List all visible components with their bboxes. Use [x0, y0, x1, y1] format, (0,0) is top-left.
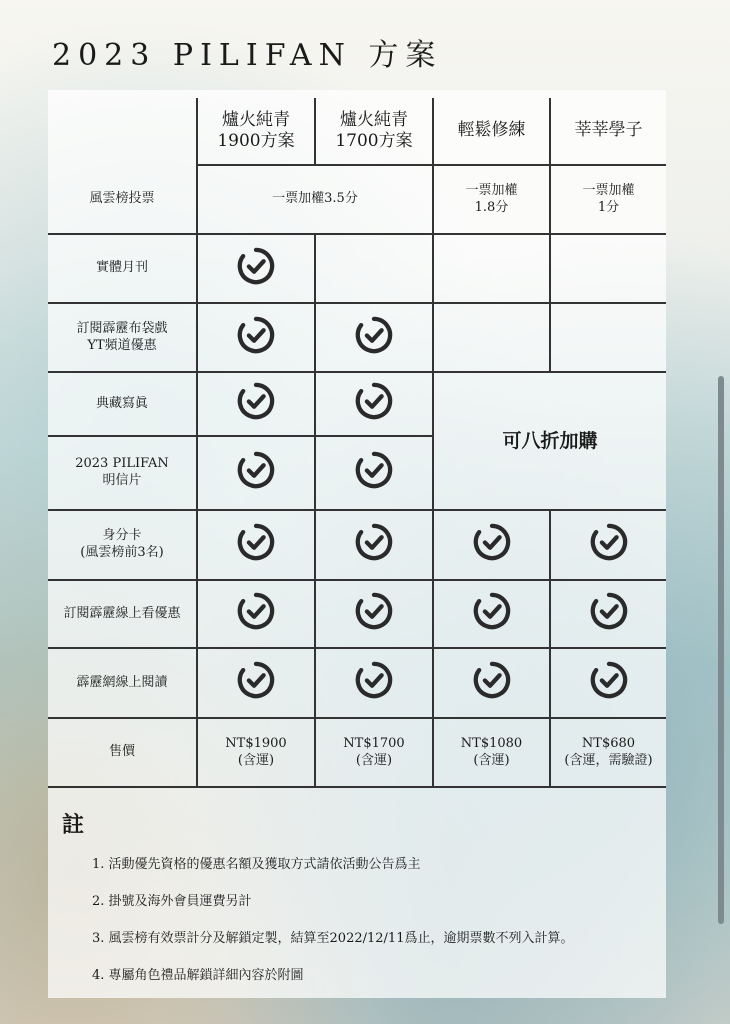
header-corner	[48, 98, 196, 166]
online-read-plan-2	[314, 649, 432, 719]
check-circle-icon	[590, 592, 628, 636]
scrollbar[interactable]	[718, 376, 724, 924]
row-label-monthly: 實體月刊	[48, 235, 196, 304]
postcard-plan-1	[196, 437, 314, 511]
check-circle-icon	[237, 247, 275, 291]
plan-header-4: 莘莘學子	[549, 98, 666, 166]
monthly-plan-2	[314, 235, 432, 304]
price-plan-4: NT$680 (含運，需驗證)	[549, 719, 666, 788]
page-title: 2023 PILIFAN 方案	[52, 38, 443, 73]
row-label-yt: 訂閱霹靂布袋戲 YT頻道優惠	[48, 304, 196, 373]
check-circle-icon	[237, 382, 275, 426]
note-item: 3. 風雲榜有效票計分及解鎖定製，結算至2022/12/11爲止，逾期票數不列入計算。	[92, 931, 574, 946]
monthly-plan-3	[432, 235, 549, 304]
check-circle-icon	[237, 523, 275, 567]
photo-plan-1	[196, 373, 314, 437]
monthly-plan-1	[196, 235, 314, 304]
yt-plan-4	[549, 304, 666, 373]
online-read-plan-1	[196, 649, 314, 719]
price-plan-2: NT$1700 (含運)	[314, 719, 432, 788]
plan-comparison-table	[48, 98, 666, 788]
note-item: 2. 掛號及海外會員運費另計	[92, 894, 252, 909]
online-sub-plan-4	[549, 581, 666, 649]
notes-list	[62, 853, 652, 983]
check-circle-icon	[590, 661, 628, 705]
check-circle-icon	[355, 523, 393, 567]
check-circle-icon	[237, 451, 275, 495]
vote-plan-3: 一票加權 1.8分	[432, 166, 549, 235]
check-circle-icon	[237, 316, 275, 360]
row-label-online-read: 霹靂網線上閱讀	[48, 649, 196, 719]
plan-header-3: 輕鬆修練	[432, 98, 549, 166]
note-item: 1. 活動優先資格的優惠名額及獲取方式請依活動公告爲主	[92, 857, 421, 872]
row-label-postcard: 2023 PILIFAN 明信片	[48, 437, 196, 511]
online-sub-plan-2	[314, 581, 432, 649]
notes-heading: 註	[62, 812, 85, 838]
idcard-plan-3	[432, 511, 549, 581]
row-label-idcard: 身分卡 (風雲榜前3名)	[48, 511, 196, 581]
check-circle-icon	[355, 661, 393, 705]
postcard-plan-2	[314, 437, 432, 511]
check-circle-icon	[237, 592, 275, 636]
check-circle-icon	[237, 661, 275, 705]
online-sub-plan-3	[432, 581, 549, 649]
idcard-plan-1	[196, 511, 314, 581]
notes-section	[62, 808, 652, 1001]
discount-purchase-cell: 可八折加購	[432, 373, 666, 511]
idcard-plan-2	[314, 511, 432, 581]
check-circle-icon	[473, 523, 511, 567]
online-sub-plan-1	[196, 581, 314, 649]
photo-plan-2	[314, 373, 432, 437]
check-circle-icon	[355, 592, 393, 636]
yt-plan-2	[314, 304, 432, 373]
check-circle-icon	[355, 382, 393, 426]
row-label-vote: 風雲榜投票	[48, 166, 196, 235]
check-circle-icon	[590, 523, 628, 567]
check-circle-icon	[355, 451, 393, 495]
note-item: 4. 專屬角色禮品解鎖詳細內容於附圖	[92, 968, 304, 983]
yt-plan-1	[196, 304, 314, 373]
row-label-online-sub: 訂閱霹靂線上看優惠	[48, 581, 196, 649]
price-plan-3: NT$1080 (含運)	[432, 719, 549, 788]
plan-header-1: 爐火純青 1900方案	[196, 98, 314, 166]
monthly-plan-4	[549, 235, 666, 304]
plan-header-2: 爐火純青 1700方案	[314, 98, 432, 166]
check-circle-icon	[473, 661, 511, 705]
online-read-plan-3	[432, 649, 549, 719]
vote-plan-1-2: 一票加權3.5分	[196, 166, 432, 235]
vote-plan-4: 一票加權 1分	[549, 166, 666, 235]
yt-plan-3	[432, 304, 549, 373]
check-circle-icon	[355, 316, 393, 360]
price-plan-1: NT$1900 (含運)	[196, 719, 314, 788]
online-read-plan-4	[549, 649, 666, 719]
row-label-price: 售價	[48, 719, 196, 788]
check-circle-icon	[473, 592, 511, 636]
row-label-photo: 典藏寫眞	[48, 373, 196, 437]
idcard-plan-4	[549, 511, 666, 581]
